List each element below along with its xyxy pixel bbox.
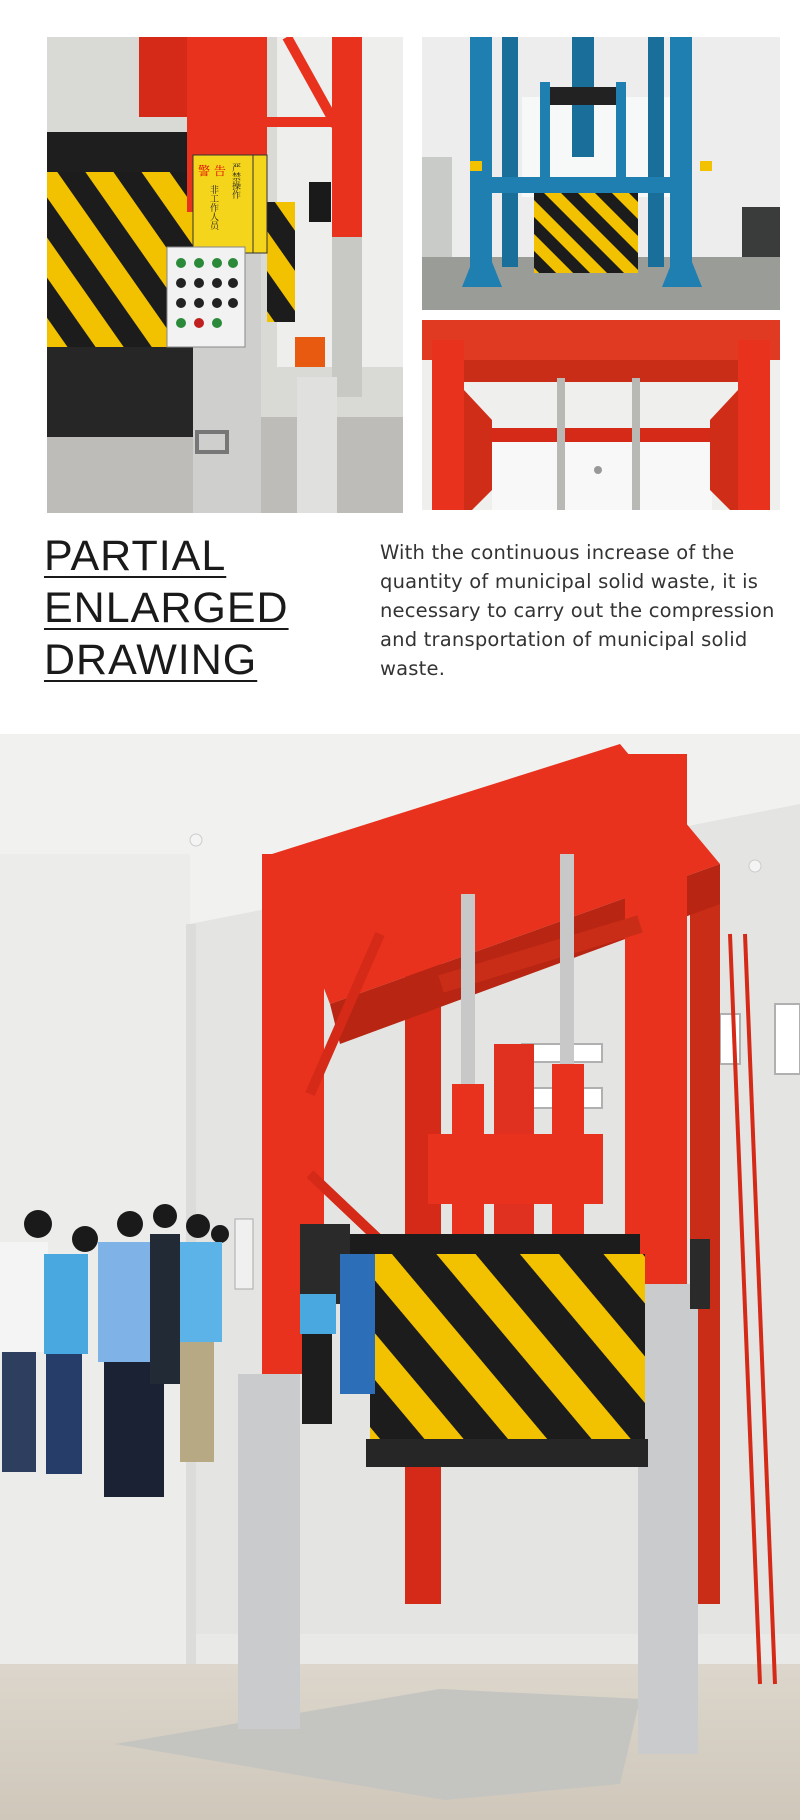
- partial-photo-red-frame: [422, 320, 780, 510]
- warning-sign: [193, 155, 267, 253]
- frame-front-right-post: [625, 754, 687, 1284]
- control-panel-image: [47, 37, 403, 513]
- blue-compactor-image: [422, 37, 780, 310]
- red-frame-image: [422, 320, 780, 510]
- hazard-block: [534, 193, 638, 273]
- control-box: [167, 247, 245, 347]
- partial-photo-blue-compactor: [422, 37, 780, 310]
- section-heading: [44, 530, 304, 686]
- press-head: [428, 1134, 603, 1204]
- heading-line-2: ENLARGED: [44, 584, 289, 632]
- section-description: With the continuous increase of the quantity of municipal solid waste, it is necessary to carry out the compression and transportation of municipal solid waste.: [380, 541, 775, 680]
- heading-line-1: PARTIAL: [44, 532, 227, 580]
- warning-sign-title: 警 告: [198, 164, 226, 178]
- warning-sign-text-1: 严禁操作: [230, 163, 240, 199]
- warning-sign-text-2: 非工作人员: [208, 185, 218, 230]
- compactor-station-image: [0, 734, 800, 1820]
- heading-line-3: DRAWING: [44, 636, 258, 684]
- partial-photo-control-panel: [47, 37, 403, 513]
- main-photo-compactor-station: [0, 734, 800, 1820]
